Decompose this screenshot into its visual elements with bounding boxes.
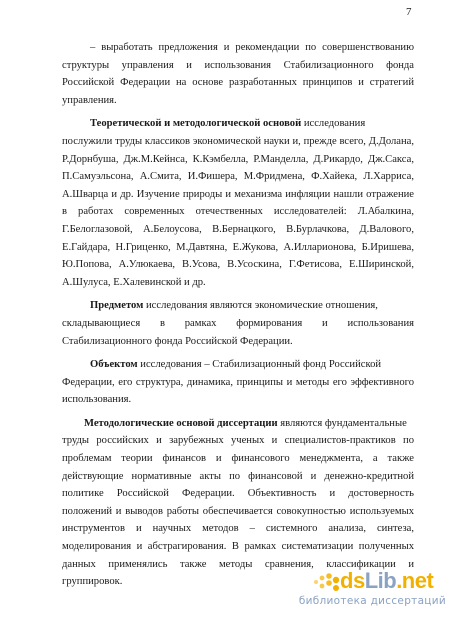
text-line: действующие нормативные акты по финансовой и денежно-кредитной [62,470,414,482]
paragraph-subject [62,297,414,350]
paragraph-goals [62,39,414,109]
dslib-logo [340,568,433,594]
text-line: моделирования и абстрагирования. В рамках систематизации полученных [62,541,414,553]
logo-lib: Lib [364,568,397,593]
paragraph-methodology [62,415,414,591]
page-number: 7 [406,6,412,18]
text-line [62,415,414,433]
text-line: Г.Белоглазовой, А.Белоусова, В.Бернацкого, В.Бурлачкова, Д.Валового, [62,223,414,235]
text-line: группировок. [62,576,123,588]
text-line: положений и выводов работы обеспечивается совокупностью используемых [62,505,414,517]
bold-lead: Методологические основой диссертации [84,417,278,429]
text-line: – выработать предложения и рекомендации по совершенствованию [90,42,414,53]
text-run: исследования – Стабилизационный фонд Российской [137,359,382,371]
text-line: данных применялись также методы сравнения, классификации и [62,558,414,570]
paragraph-object [62,356,414,409]
text-line [62,115,414,133]
text-line: в работах современных отечественных исследователей: Л.Абалкина, [62,206,414,218]
text-line: П.Самуэльсона, А.Смита, И.Фишера, М.Фридмена, Ф.Хайека, Л.Харриса, [62,171,414,183]
text-line [62,297,414,315]
text-line: инструментов и научных методов – системного анализа, синтеза, [62,523,414,535]
text-line: А.Шварца и др. Изучение природы и механизма инфляции нашли отражение [62,188,414,200]
dots-logo-icon [312,572,340,592]
body-text [62,39,414,591]
text-line: проблемам теории финансов и финансового менеджмента, а также [62,453,414,465]
text-run: исследования [301,118,366,130]
text-line: А.Шулуса, Е.Халевинской и др. [62,276,206,288]
text-line: Российской Федерации на основе разработанных принципов и стратегий [62,77,414,89]
text-line: труды российских и зарубежных ученых и специалистов-практиков по [62,435,414,447]
text-line: структуры управления и использования Стабилизационного фонда [62,59,414,71]
text-line: использования. [62,394,132,406]
text-line: Федерации, его структура, динамика, принципы и методы его эффективного [62,376,414,388]
text-run: являются фундаментальные [277,417,407,429]
logo-ds: ds [340,568,365,593]
text-line [62,356,414,374]
text-line: складывающиеся в рамках формирования и использования [62,317,414,329]
text-run: исследования являются экономические отношения, [143,300,378,312]
text-line: послужили труды классиков экономической науки и, прежде всего, Д.Долана, [62,135,414,147]
text-line: Е.Гайдара, Н.Гриценко, М.Давтяна, Е.Жукова, А.Илларионова, Б.Иришева, [62,241,414,253]
paragraph-theoretical-basis [62,115,414,291]
watermark-caption: библиотека диссертаций [298,595,446,607]
text-line: управления. [62,94,117,106]
logo-net: .net [396,568,434,593]
dslib-watermark [268,568,446,612]
bold-lead: Объектом [90,359,138,371]
bold-lead: Теоретической и методологической основой [90,118,302,130]
text-line: Стабилизационного фонда Российской Федерации. [62,335,293,347]
bold-lead: Предметом [90,300,144,312]
text-line: политике Российской Федерации. Объективность и достоверность [62,488,414,500]
text-line: Ю.Попова, А.Улюкаева, В.Усова, В.Усоскина, Г.Фетисова, Е.Ширинской, [62,259,414,271]
text-line: Р.Дорнбуша, Дж.М.Кейнса, К.Кэмбелла, Р.Манделла, Д.Рикардо, Дж.Сакса, [62,153,414,165]
